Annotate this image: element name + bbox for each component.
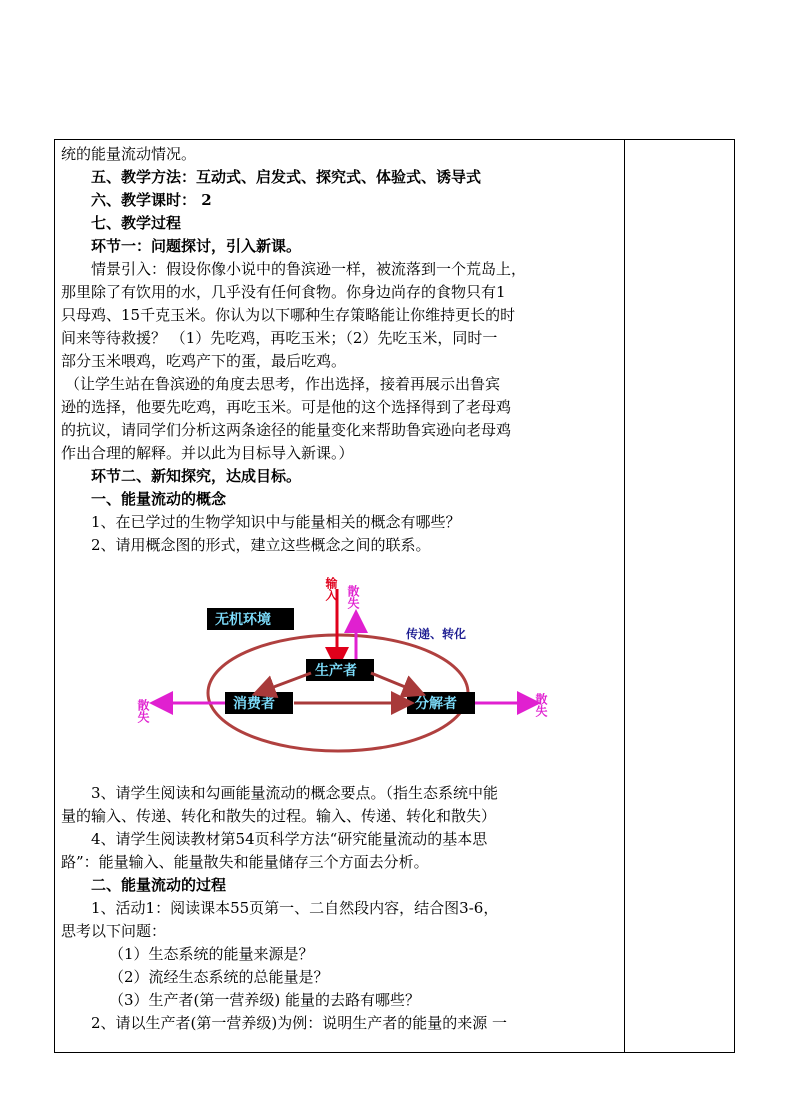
section-heading: 环节一：问题探讨，引入新课。 [91, 237, 302, 255]
input-label: 输入 [324, 577, 338, 601]
text-line: 4、请学生阅读教材第54页科学方法“研究能量流动的基本思 [91, 830, 488, 848]
text-line: （2）流经生态系统的总能量是？ [109, 968, 329, 986]
text-line: 3、请学生阅读和勾画能量流动的概念要点。（指生态系统中能 [91, 784, 499, 802]
text-line: 间来等待救援？ （1）先吃鸡，再吃玉米；（2）先吃玉米，同时一 [61, 329, 498, 347]
text-line: 只母鸡、15千克玉米。你认为以下哪种生存策略能让你维持更长的时 [61, 306, 516, 324]
section-heading: 环节二、新知探究，达成目标。 [91, 467, 302, 485]
decomposer-label: 分解者 [415, 696, 457, 712]
lost-left-label: 散失 [136, 699, 150, 723]
text-line: 那里除了有饮用的水，几乎没有任何食物。你身边尚存的食物只有1 [61, 283, 506, 301]
text-line: 量的输入、传递、转化和散失的过程。输入、传递、转化和散失） [61, 807, 497, 825]
text-line: 部分玉米喂鸡，吃鸡产下的蛋，最后吃鸡。 [61, 352, 347, 370]
text-line: 逊的选择，他要先吃鸡，再吃玉米。可是他的这个选择得到了老母鸡 [61, 398, 512, 416]
text-line: 思考以下问题： [61, 922, 167, 940]
column-divider [624, 140, 625, 1052]
text-line: （让学生站在鲁滨逊的角度去思考，作出选择，接着再展示出鲁宾 [65, 375, 501, 393]
text-line: 2、请用概念图的形式，建立这些概念之间的联系。 [91, 536, 431, 554]
section-heading: 二、能量流动的过程 [91, 876, 227, 894]
text-line: 情景引入：假设你像小说中的鲁滨逊一样，被流落到一个荒岛上， [91, 260, 527, 278]
section-heading: 五、教学方法：互动式、启发式、探究式、体验式、诱导式 [91, 168, 482, 186]
text-line: （1）生态系统的能量来源是？ [109, 945, 314, 963]
producer-label: 生产者 [315, 663, 357, 679]
producer-to-consumer-arrow [263, 673, 311, 691]
section-heading: 六、教学课时： 2 [91, 191, 212, 209]
diagram-area [61, 557, 621, 782]
text-line: （3）生产者(第一营养级) 能量的去路有哪些？ [109, 991, 421, 1009]
text-line: 统的能量流动情况。 [61, 145, 197, 163]
text-line: 路”：能量输入、能量散失和能量储存三个方面去分析。 [61, 853, 429, 871]
text-line: 作出合理的解释。并以此为目标导入新课。） [61, 444, 354, 462]
text-line: 2、请以生产者(第一营养级)为例：说明生产者的能量的来源 一 [91, 1014, 508, 1032]
text-line: 1、在已学过的生物学知识中与能量相关的概念有哪些？ [91, 513, 461, 531]
text-line: 1、活动1：阅读课本55页第一、二自然段内容，结合图3-6， [91, 899, 499, 917]
lesson-content [61, 143, 621, 1035]
energy-flow-diagram [131, 563, 561, 763]
transfer-label: 传递、转化 [406, 627, 467, 641]
lost-top-label: 散失 [346, 585, 360, 609]
environment-label: 无机环境 [215, 612, 271, 628]
lesson-table [54, 139, 735, 1053]
lost-right-label: 散失 [534, 693, 548, 717]
producer-to-decomposer-arrow [371, 673, 415, 691]
text-line: 的抗议，请同学们分析这两条途径的能量变化来帮助鲁宾逊向老母鸡 [61, 421, 512, 439]
consumer-label: 消费者 [233, 696, 275, 712]
section-heading: 七、教学过程 [91, 214, 182, 232]
section-heading: 一、能量流动的概念 [91, 490, 227, 508]
